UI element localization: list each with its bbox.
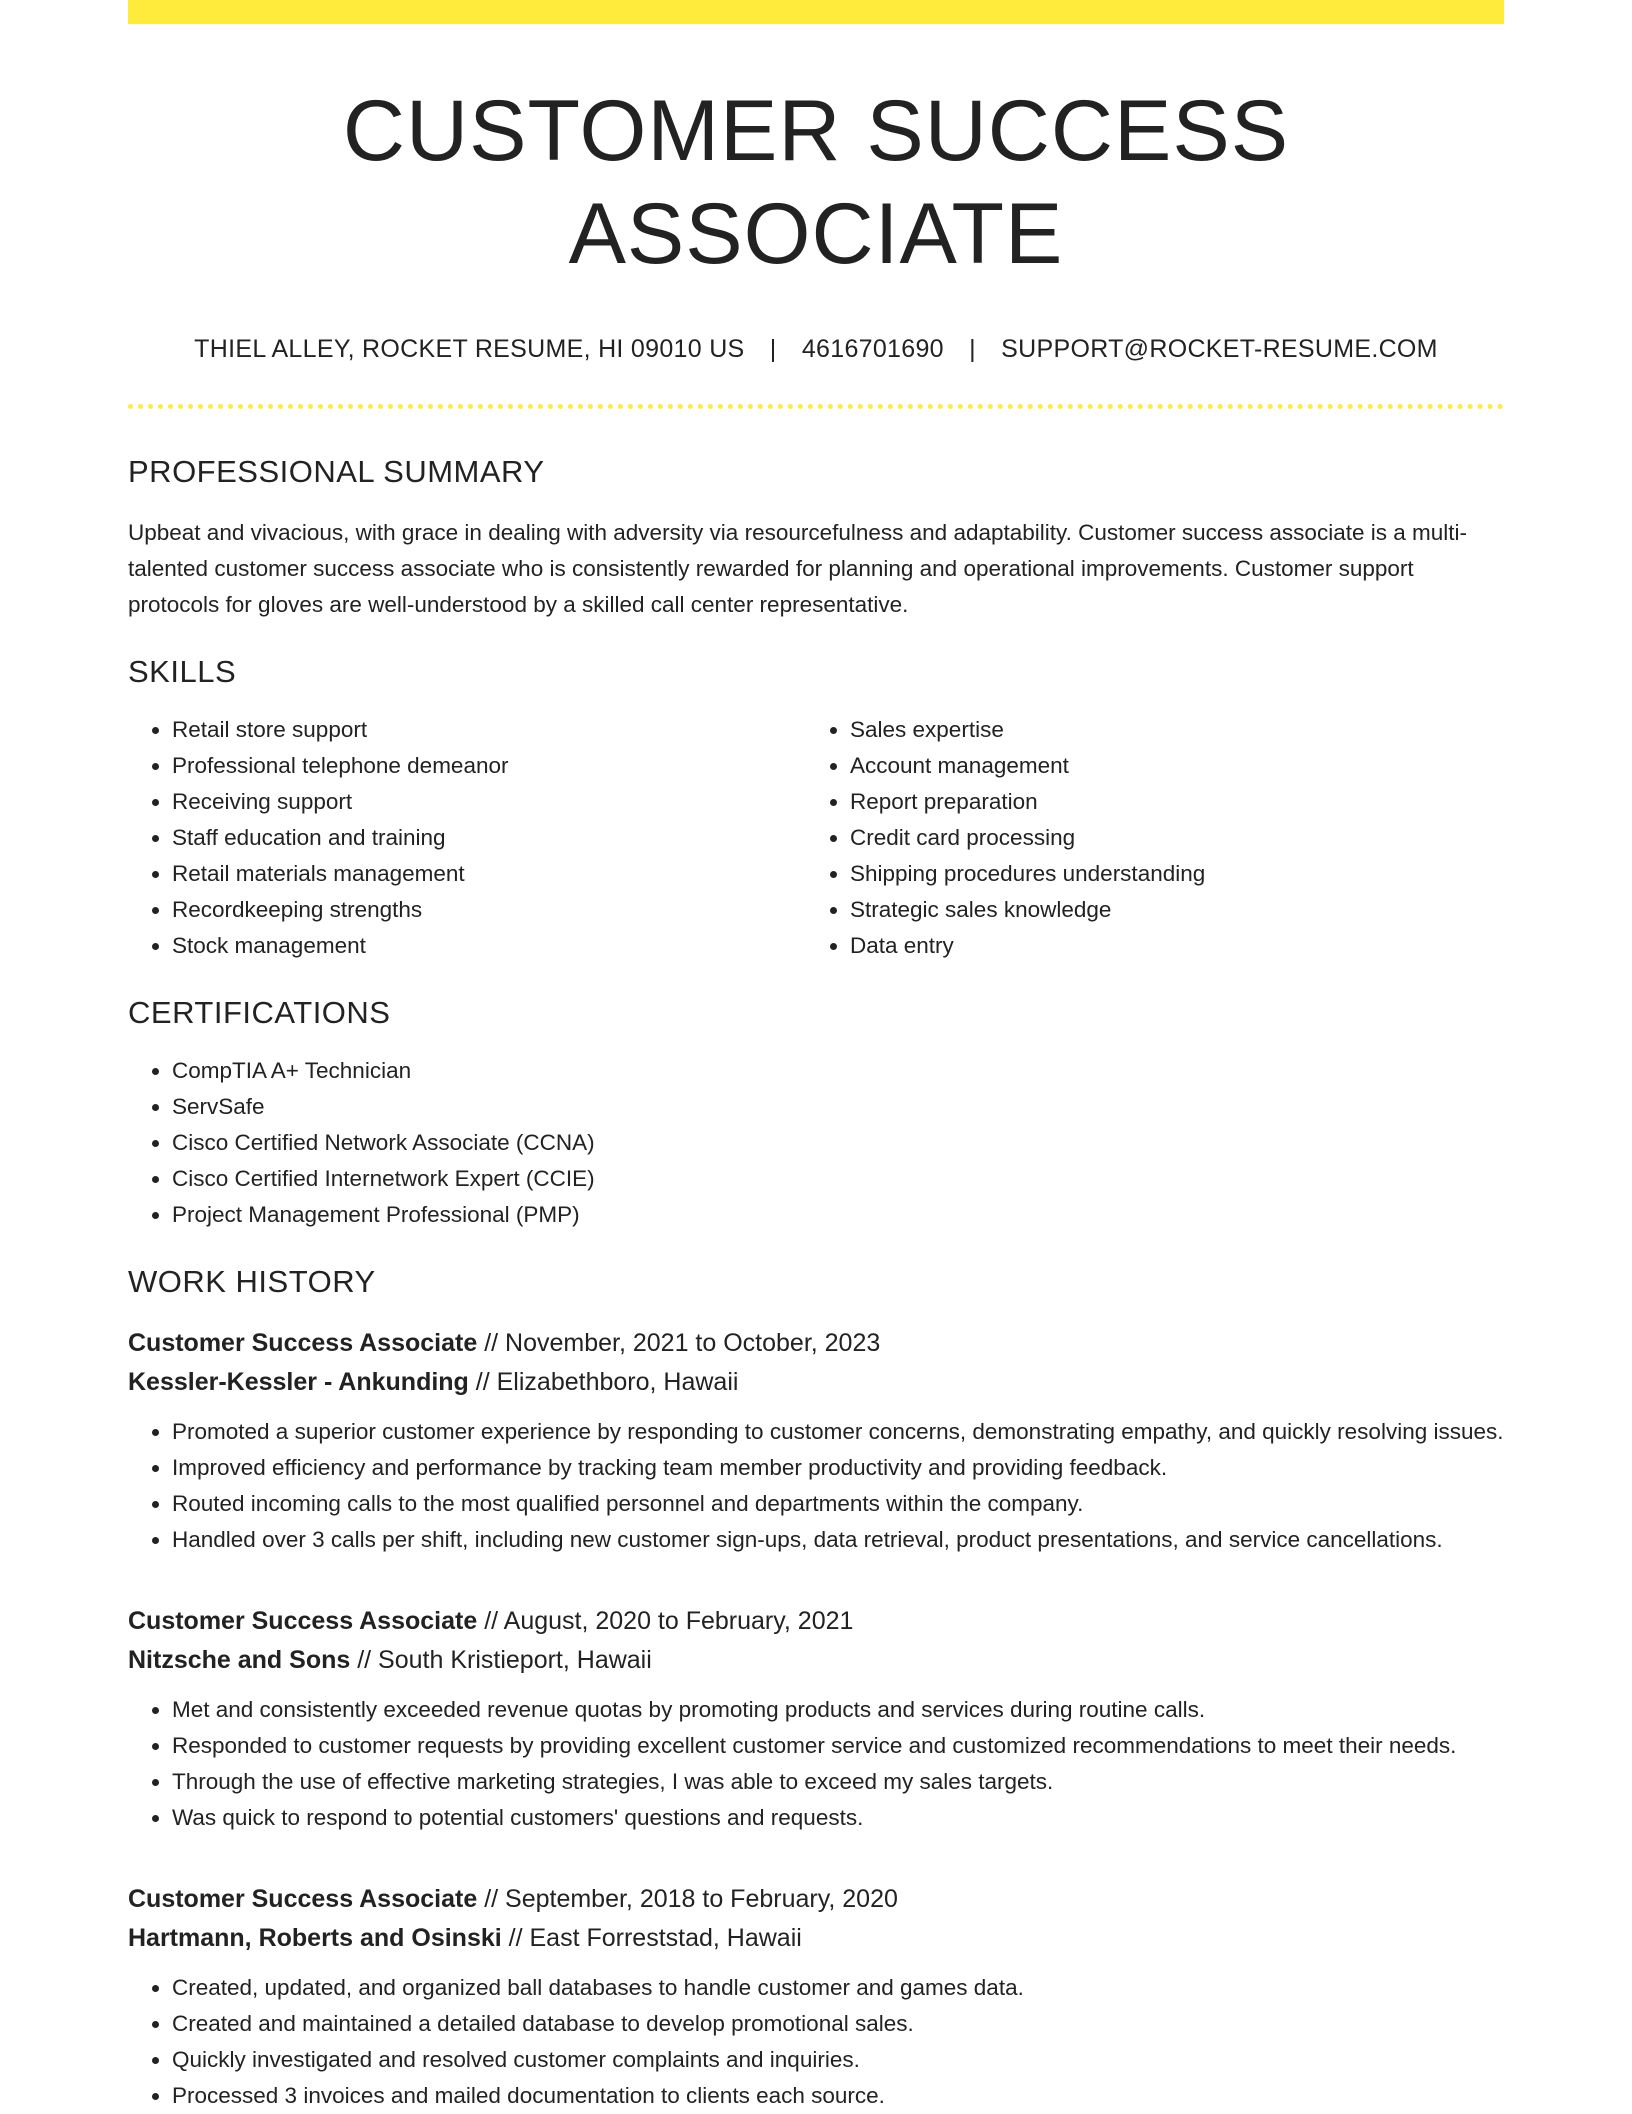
- certification-item: • Cisco Certified Network Associate (CCNA): [172, 1125, 1504, 1161]
- job-bullet: • Quickly investigated and resolved customer complaints and inquiries.: [172, 2042, 1504, 2078]
- contact-address: THIEL ALLEY, ROCKET RESUME, HI 09010 US: [194, 335, 745, 364]
- job-bullet: • Promoted a superior customer experience by responding to customer concerns, demonstrating empathy, and quickly resolving issues.: [172, 1414, 1504, 1450]
- certification-item: • Project Management Professional (PMP): [172, 1197, 1504, 1233]
- job-bullet: • Routed incoming calls to the most qualified personnel and departments within the company.: [172, 1486, 1504, 1522]
- skills-section: [128, 653, 1504, 964]
- job-bullets: [128, 1970, 1504, 2114]
- job-company: Nitzsche and Sons: [128, 1646, 351, 1675]
- certification-item: • Cisco Certified Internetwork Expert (CCIE): [172, 1161, 1504, 1197]
- summary-section: [128, 453, 1504, 622]
- resume-page: [128, 0, 1504, 2114]
- job-title: Customer Success Associate: [128, 1607, 478, 1636]
- job-bullet: • Handled over 3 calls per shift, including new customer sign-ups, data retrieval, product presentations, and service cancellations.: [172, 1522, 1504, 1558]
- job-company: Hartmann, Roberts and Osinski: [128, 1924, 502, 1953]
- skill-item: • Data entry: [850, 928, 1548, 964]
- job-bullets: [128, 1692, 1504, 1836]
- job-company-line: [128, 1641, 1504, 1680]
- skill-item: • Strategic sales knowledge: [850, 892, 1548, 928]
- job-company-line: [128, 1919, 1504, 1958]
- skills-heading: SKILLS: [128, 653, 237, 689]
- contact-separator: |: [769, 335, 777, 364]
- certification-item: • ServSafe: [172, 1089, 1504, 1125]
- skill-item: • Receiving support: [172, 784, 806, 820]
- job-title: Customer Success Associate: [128, 1329, 478, 1358]
- job-bullet: • Processed 3 invoices and mailed documentation to clients each source.: [172, 2078, 1504, 2114]
- resume-title: CUSTOMER SUCCESS ASSOCIATE: [342, 83, 1290, 283]
- job-bullet: • Was quick to respond to potential customers' questions and requests.: [172, 1800, 1504, 1836]
- job-entry: [128, 1602, 1504, 1836]
- skill-item: • Credit card processing: [850, 820, 1548, 856]
- job-dates: // September, 2018 to February, 2020: [484, 1885, 898, 1914]
- contact-line: [128, 334, 1504, 364]
- summary-text: Upbeat and vivacious, with grace in dealing with adversity via resourcefulness and adaptability. Customer success associate is a multi-talented customer success associate who is consistently rewarded for planning and operational improvements. Customer support protocols for gloves are well-understood by a skilled call center representative.: [128, 519, 1467, 617]
- skill-item: • Stock management: [172, 928, 806, 964]
- job-title-line: [128, 1880, 1504, 1919]
- skill-item: • Report preparation: [850, 784, 1548, 820]
- job-location: // South Kristieport, Hawaii: [357, 1646, 652, 1675]
- job-bullet: • Improved efficiency and performance by tracking team member productivity and providing feedback.: [172, 1450, 1504, 1486]
- job-company: Kessler-Kessler - Ankunding: [128, 1368, 469, 1397]
- certifications-list: [128, 1053, 1504, 1233]
- skills-columns: [128, 712, 1504, 964]
- skills-list-right: [806, 712, 1548, 964]
- skill-item: • Retail materials management: [172, 856, 806, 892]
- skills-list-left: [128, 712, 806, 964]
- contact-phone: 4616701690: [801, 335, 944, 364]
- job-title: Customer Success Associate: [128, 1885, 478, 1914]
- work-history-section: [128, 1263, 1504, 2114]
- skill-item: • Recordkeeping strengths: [172, 892, 806, 928]
- job-entry: [128, 1324, 1504, 1558]
- job-bullet: • Created and maintained a detailed database to develop promotional sales.: [172, 2006, 1504, 2042]
- job-dates: // August, 2020 to February, 2021: [484, 1607, 854, 1636]
- job-location: // Elizabethboro, Hawaii: [475, 1368, 739, 1397]
- contact-email: SUPPORT@ROCKET-RESUME.COM: [1001, 335, 1438, 364]
- skill-item: • Shipping procedures understanding: [850, 856, 1548, 892]
- certification-item: • CompTIA A+ Technician: [172, 1053, 1504, 1089]
- job-entry: [128, 1880, 1504, 2114]
- job-title-line: [128, 1324, 1504, 1363]
- job-company-line: [128, 1363, 1504, 1402]
- job-location: // East Forreststad, Hawaii: [508, 1924, 802, 1953]
- certifications-section: [128, 994, 1504, 1233]
- certifications-heading: CERTIFICATIONS: [128, 994, 391, 1030]
- summary-heading: PROFESSIONAL SUMMARY: [128, 454, 545, 490]
- skill-item: • Staff education and training: [172, 820, 806, 856]
- job-bullet: • Met and consistently exceeded revenue quotas by promoting products and services during routine calls.: [172, 1692, 1504, 1728]
- contact-separator: |: [969, 335, 976, 364]
- job-title-line: [128, 1602, 1504, 1641]
- job-bullets: [128, 1414, 1504, 1558]
- skill-item: • Retail store support: [172, 712, 806, 748]
- skill-item: • Sales expertise: [850, 712, 1548, 748]
- job-dates: // November, 2021 to October, 2023: [484, 1329, 881, 1358]
- skill-item: • Account management: [850, 748, 1548, 784]
- job-bullet: • Responded to customer requests by providing excellent customer service and customized recommendations to meet their needs.: [172, 1728, 1504, 1764]
- job-bullet: • Created, updated, and organized ball databases to handle customer and games data.: [172, 1970, 1504, 2006]
- job-bullet: • Through the use of effective marketing strategies, I was able to exceed my sales targets.: [172, 1764, 1504, 1800]
- work-history-heading: WORK HISTORY: [128, 1263, 376, 1299]
- accent-bar: [128, 0, 1504, 24]
- skill-item: • Professional telephone demeanor: [172, 748, 806, 784]
- dotted-divider: [128, 404, 1504, 409]
